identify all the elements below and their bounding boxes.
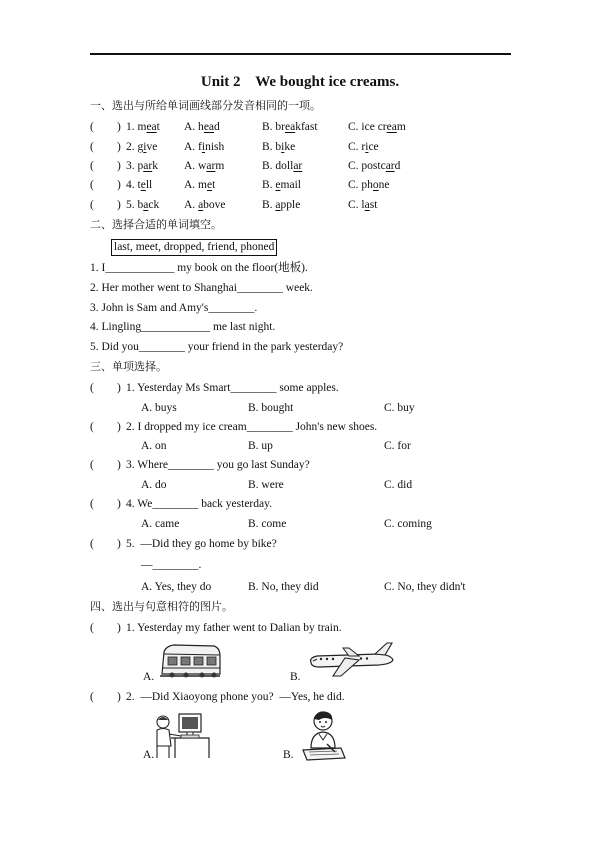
pron-q1-option-b [262, 120, 318, 134]
section4-heading: 四、选出与句意相符的图片。 [90, 600, 233, 613]
pron-q2-number: 2. [126, 141, 135, 153]
underlined-letters: i [143, 141, 147, 153]
picture-q2-stem: 2. —Did Xiaoyong phone you? —Yes, he did. [126, 691, 345, 703]
pron-q3-option-a [184, 159, 224, 173]
train-illustration [158, 640, 222, 680]
word-part: m [137, 121, 147, 133]
word-part: B. b [262, 141, 282, 153]
underlined-letters: a [198, 199, 204, 211]
choice-q2-option-a: A. on [141, 440, 167, 452]
word-part: pple [280, 199, 301, 211]
pron-q5-number: 5. [126, 199, 135, 211]
picture-q1-paren-open: ( [90, 622, 94, 634]
word-part: t [156, 121, 160, 133]
word-part: B. [262, 199, 276, 211]
choice-q2-paren-open: ( [90, 421, 94, 433]
boy-writing-illustration [297, 708, 349, 764]
pron-q2-option-a [184, 140, 224, 154]
pron-q3-number: 3. [126, 160, 135, 172]
underlined-letters: i [281, 141, 285, 153]
picture-q2-option-b: B. [283, 749, 294, 761]
pron-q4-word [126, 178, 152, 192]
pron-q2-option-c [348, 140, 379, 154]
page-title: Unit 2 We bought ice creams. [200, 74, 400, 90]
pron-q1-paren-close: ) [117, 121, 121, 133]
word-part: ve [146, 141, 158, 153]
choice-q3-option-c: C. did [384, 479, 413, 491]
pron-q1-number: 1. [126, 121, 135, 133]
choice-q2-paren-close: ) [117, 421, 121, 433]
choice-q1-paren-close: ) [117, 382, 121, 394]
word-part: C. ph [348, 179, 373, 191]
choice-q5-answer-line: —________. [141, 559, 202, 571]
picture-q1-option-a: A. [143, 671, 155, 683]
pron-q2-option-b [262, 140, 295, 154]
word-part: ck [148, 199, 160, 211]
underlined-letters: o [372, 179, 379, 191]
pron-q4-option-c [348, 178, 390, 192]
underlined-letters: e [140, 179, 146, 191]
choice-q5-option-c: C. No, they didn't [384, 581, 466, 593]
choice-q5-paren-open: ( [90, 538, 94, 550]
choice-q4-stem: 4. We________ back yesterday. [126, 498, 272, 510]
choice-q3-option-b: B. were [248, 479, 284, 491]
underlined-letters: i [201, 141, 206, 153]
section1-heading: 一、选出与所给单词画线部分发音相同的一项。 [90, 99, 321, 112]
top-rule [90, 53, 511, 55]
word-part: C. r [348, 141, 366, 153]
choice-q4-option-b: B. come [248, 518, 287, 530]
choice-q1-option-b: B. bought [248, 402, 294, 414]
underlined-letters: ar [206, 160, 216, 172]
word-part: A. f [184, 141, 202, 153]
pron-q4-option-b [262, 178, 301, 192]
word-part: m [215, 160, 225, 172]
choice-q4-option-a: A. came [141, 518, 180, 530]
choice-q4-paren-close: ) [117, 498, 121, 510]
choice-q5-paren-close: ) [117, 538, 121, 550]
pron-q3-option-c [348, 159, 400, 173]
pron-q5-word [126, 198, 159, 212]
picture-q1-stem: 1. Yesterday my father went to Dalian by train. [126, 622, 342, 634]
picture-q1-paren-close: ) [117, 622, 121, 634]
section2-heading: 二、选择合适的单词填空。 [90, 218, 222, 231]
word-part: st [369, 199, 378, 211]
underlined-letters: ar [293, 160, 303, 172]
underlined-letters: i [365, 141, 369, 153]
word-part: B. doll [262, 160, 294, 172]
choice-q4-option-c: C. coming [384, 518, 432, 530]
underlined-letters: a [275, 199, 281, 211]
choice-q3-paren-close: ) [117, 459, 121, 471]
word-part: mail [280, 179, 301, 191]
word-part: A. [184, 199, 199, 211]
pron-q3-paren-open: ( [90, 160, 94, 172]
pron-q3-option-b [262, 159, 302, 173]
fill-blank-item-5: 5. Did you________ your friend in the park yesterday? [90, 341, 344, 353]
section3-heading: 三、单项选择。 [90, 360, 167, 373]
pron-q5-option-a [184, 198, 226, 212]
pron-q4-option-a [184, 178, 215, 192]
computer-user-illustration [153, 710, 213, 762]
choice-q1-option-c: C. buy [384, 402, 415, 414]
fill-blank-item-1: 1. I____________ my book on the floor(地板). [90, 262, 308, 274]
word-part: d [214, 121, 220, 133]
underlined-letters: ea [146, 121, 157, 133]
choice-q1-paren-open: ( [90, 382, 94, 394]
pron-q4-paren-open: ( [90, 179, 94, 191]
word-part: k [152, 160, 158, 172]
underlined-letters: ea [285, 121, 296, 133]
pron-q1-option-a [184, 120, 220, 134]
underlined-letters: a [143, 199, 149, 211]
fill-blank-item-2: 2. Her mother went to Shanghai________ week. [90, 282, 313, 294]
word-part: ll [145, 179, 153, 191]
pron-q1-word [126, 120, 160, 134]
word-part: A. w [184, 160, 207, 172]
word-part: C. postc [348, 160, 386, 172]
picture-q2-option-a: A. [143, 749, 155, 761]
word-part: ne [378, 179, 390, 191]
word-part: m [396, 121, 406, 133]
choice-q1-option-a: A. buys [141, 402, 177, 414]
pron-q2-word [126, 140, 157, 154]
word-part: ke [284, 141, 296, 153]
pron-q1-option-c [348, 120, 406, 134]
word-part: t [137, 179, 141, 191]
picture-q1-option-b: B. [290, 671, 301, 683]
pron-q5-paren-open: ( [90, 199, 94, 211]
pron-q3-word [126, 159, 158, 173]
pron-q1-paren-open: ( [90, 121, 94, 133]
underlined-letters: a [364, 199, 370, 211]
word-part: t [212, 179, 216, 191]
fill-blank-item-4: 4. Lingling____________ me last night. [90, 321, 276, 333]
pron-q5-option-b [262, 198, 300, 212]
pron-q5-paren-close: ) [117, 199, 121, 211]
underlined-letters: ea [386, 121, 397, 133]
word-part: b [137, 199, 144, 211]
pron-q3-paren-close: ) [117, 160, 121, 172]
word-part: p [137, 160, 144, 172]
underlined-letters: ar [385, 160, 395, 172]
pron-q4-paren-close: ) [117, 179, 121, 191]
word-part: C. ice cr [348, 121, 387, 133]
choice-q3-option-a: A. do [141, 479, 167, 491]
pron-q2-paren-close: ) [117, 141, 121, 153]
word-part: kfast [295, 121, 318, 133]
word-part: A. h [184, 121, 204, 133]
word-part: B. br [262, 121, 285, 133]
pron-q5-option-c [348, 198, 377, 212]
choice-q2-option-c: C. for [384, 440, 411, 452]
word-part: d [394, 160, 401, 172]
word-part: B. [262, 179, 276, 191]
choice-q5-stem: 5. —Did they go home by bike? [126, 538, 277, 550]
pron-q4-number: 4. [126, 179, 135, 191]
word-part: C. l [348, 199, 365, 211]
word-part: g [137, 141, 144, 153]
underlined-letters: ar [143, 160, 153, 172]
word-part: bove [203, 199, 226, 211]
choice-q2-option-b: B. up [248, 440, 273, 452]
choice-q5-option-a: A. Yes, they do [141, 581, 212, 593]
fill-blank-item-3: 3. John is Sam and Amy's________. [90, 302, 258, 314]
choice-q5-option-b: B. No, they did [248, 581, 319, 593]
word-part: nish [205, 141, 225, 153]
picture-q2-paren-open: ( [90, 691, 94, 703]
choice-q3-paren-open: ( [90, 459, 94, 471]
airplane-illustration [305, 640, 397, 680]
choice-q1-stem: 1. Yesterday Ms Smart________ some apples. [126, 382, 339, 394]
word-bank-box: last, meet, dropped, friend, phoned [111, 239, 277, 256]
word-part: ce [368, 141, 379, 153]
underlined-letters: e [207, 179, 213, 191]
underlined-letters: e [275, 179, 281, 191]
choice-q2-stem: 2. I dropped my ice cream________ John's new shoes. [126, 421, 378, 433]
picture-q2-paren-close: ) [117, 691, 121, 703]
pron-q2-paren-open: ( [90, 141, 94, 153]
underlined-letters: ea [203, 121, 215, 133]
choice-q4-paren-open: ( [90, 498, 94, 510]
choice-q3-stem: 3. Where________ you go last Sunday? [126, 459, 310, 471]
word-part: A. m [184, 179, 207, 191]
